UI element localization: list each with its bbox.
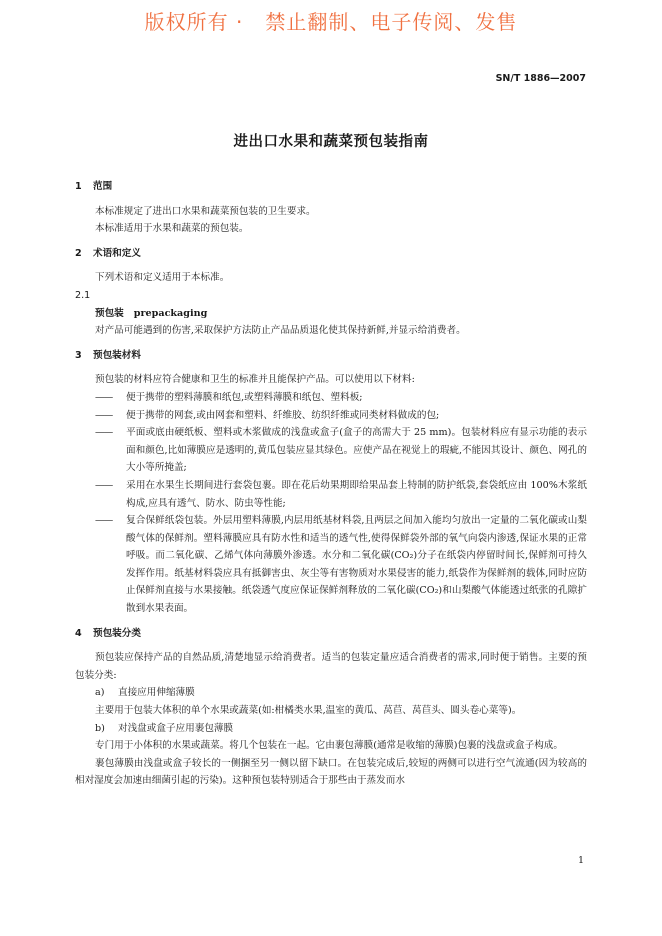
paragraph: 预包装应保持产品的自然品质,清楚地显示给消费者。适当的包装定量应适合消费者的需求,同时便于销售。主要的预包装分类: <box>75 652 587 681</box>
term-definition: 对产品可能遇到的伤害,采取保护方法防止产品品质退化使其保持新鲜,并显示给消费者。 <box>95 325 466 337</box>
dash-marker: —— <box>95 409 113 421</box>
section-1-heading <box>75 178 587 196</box>
page-number: 1 <box>577 855 584 866</box>
section-3-heading <box>75 347 587 365</box>
subitem-a-title <box>75 684 587 702</box>
section-number: 3 <box>75 349 82 361</box>
dash-marker: —— <box>95 391 113 403</box>
section-title: 术语和定义 <box>93 247 141 259</box>
item-title: 对浅盘或盒子应用裹包薄膜 <box>118 722 234 734</box>
list-item <box>75 512 587 618</box>
section-2-heading <box>75 245 587 263</box>
section-number: 4 <box>75 627 82 639</box>
list-item <box>75 389 587 407</box>
term-entry <box>75 305 587 323</box>
paragraph: 主要用于包装大体积的单个水果或蔬菜(如:柑橘类水果,温室的黄瓜、莴苣、莴苣头、圆头卷心菜等)。 <box>95 705 522 717</box>
list-item <box>75 424 587 477</box>
section-title: 预包装材料 <box>93 349 141 361</box>
list-item-text: 采用在水果生长期间进行套袋包裹。即在花后幼果期即给果品套上特制的防护纸袋,套袋纸应由 100%木浆纸构成,应具有透气、防水、防虫等性能; <box>126 479 587 509</box>
copyright-watermark: 版权所有 · 禁止翻制、电子传阅、发售 <box>144 10 518 34</box>
section-4-heading <box>75 625 587 643</box>
dash-marker: —— <box>95 515 113 527</box>
clause-number: 2.1 <box>75 289 91 301</box>
paragraph: 本标准规定了进出口水果和蔬菜预包装的卫生要求。 <box>95 205 316 217</box>
document-body <box>75 178 587 790</box>
standard-number: SN/T 1886—2007 <box>495 73 586 84</box>
item-title: 直接应用伸缩薄膜 <box>118 687 195 699</box>
term-chinese: 预包装 <box>95 307 124 319</box>
paragraph: 预包装的材料应符合健康和卫生的标准并且能保护产品。可以使用以下材料: <box>95 374 415 386</box>
paragraph: 裹包薄膜由浅盘或盒子较长的一侧捆至另一侧以留下缺口。在包装完成后,较短的两侧可以进行空气流通(因为较高的相对湿度会加速由细菌引起的污染)。这种预包装特别适合于那些由于蒸发而水 <box>75 757 587 787</box>
list-item <box>75 477 587 512</box>
subitem-b-title <box>75 720 587 738</box>
page-title: 进出口水果和蔬菜预包装指南 <box>233 134 429 150</box>
dash-marker: —— <box>95 479 113 491</box>
dash-marker: —— <box>95 427 113 439</box>
paragraph: 本标准适用于水果和蔬菜的预包装。 <box>95 223 249 235</box>
item-marker: a) <box>95 687 105 699</box>
section-title: 预包装分类 <box>93 627 141 639</box>
term-english: prepackaging <box>133 307 208 319</box>
list-item-text: 平面或底由硬纸板、塑料或木浆做成的浅盘或盒子(盒子的高需大于 25 mm)。包装材料应有显示功能的表示面和颜色,比如薄膜应是透明的,黄瓜包装应显其绿色。应使产品在视觉上的瑕疵,不能因其设计、颜色、网孔的大小等所掩盖; <box>126 427 587 474</box>
paragraph: 专门用于小体积的水果或蔬菜。将几个包装在一起。它由裹包薄膜(通常是收缩的薄膜)包裹的浅盘或盒子构成。 <box>95 740 563 752</box>
section-title: 范围 <box>93 181 113 192</box>
list-item-text: 复合保鲜纸袋包装。外层用塑料薄膜,内层用纸基材料袋,且两层之间加入能均匀放出一定量的二氧化碳或山梨酸气体的保鲜剂。塑料薄膜应具有防水性和适当的透气性,使得保鲜袋外部的氧气向袋内渗透,保证水果的正常呼吸。而二氧化碳、乙烯气体向薄膜外渗透。水分和二氧化碳(CO₂)分子在纸袋内停留时间长,保鲜剂可持久发挥作用。纸基材料袋应具有抵御害虫、灰尘等有害物质对水果侵害的能力,纸袋作为保鲜剂的载体,同时应防止保鲜剂直接与水果接触。纸袋透气度应保证保鲜剂释放的二氧化碳(CO₂)和山梨酸气体能透过纸张的孔隙扩散到水果表面。 <box>126 515 587 615</box>
section-number: 1 <box>75 181 82 192</box>
list-item-text: 便于携带的塑料薄膜和纸包,或塑料薄膜和纸包、塑料板; <box>126 391 363 403</box>
paragraph: 下列术语和定义适用于本标准。 <box>95 272 230 284</box>
list-item <box>75 407 587 425</box>
item-marker: b) <box>95 722 105 734</box>
section-number: 2 <box>75 247 82 259</box>
list-item-text: 便于携带的网套,或由网套和塑料、纤维胶、纺织纤维或同类材料做成的包; <box>126 409 440 421</box>
